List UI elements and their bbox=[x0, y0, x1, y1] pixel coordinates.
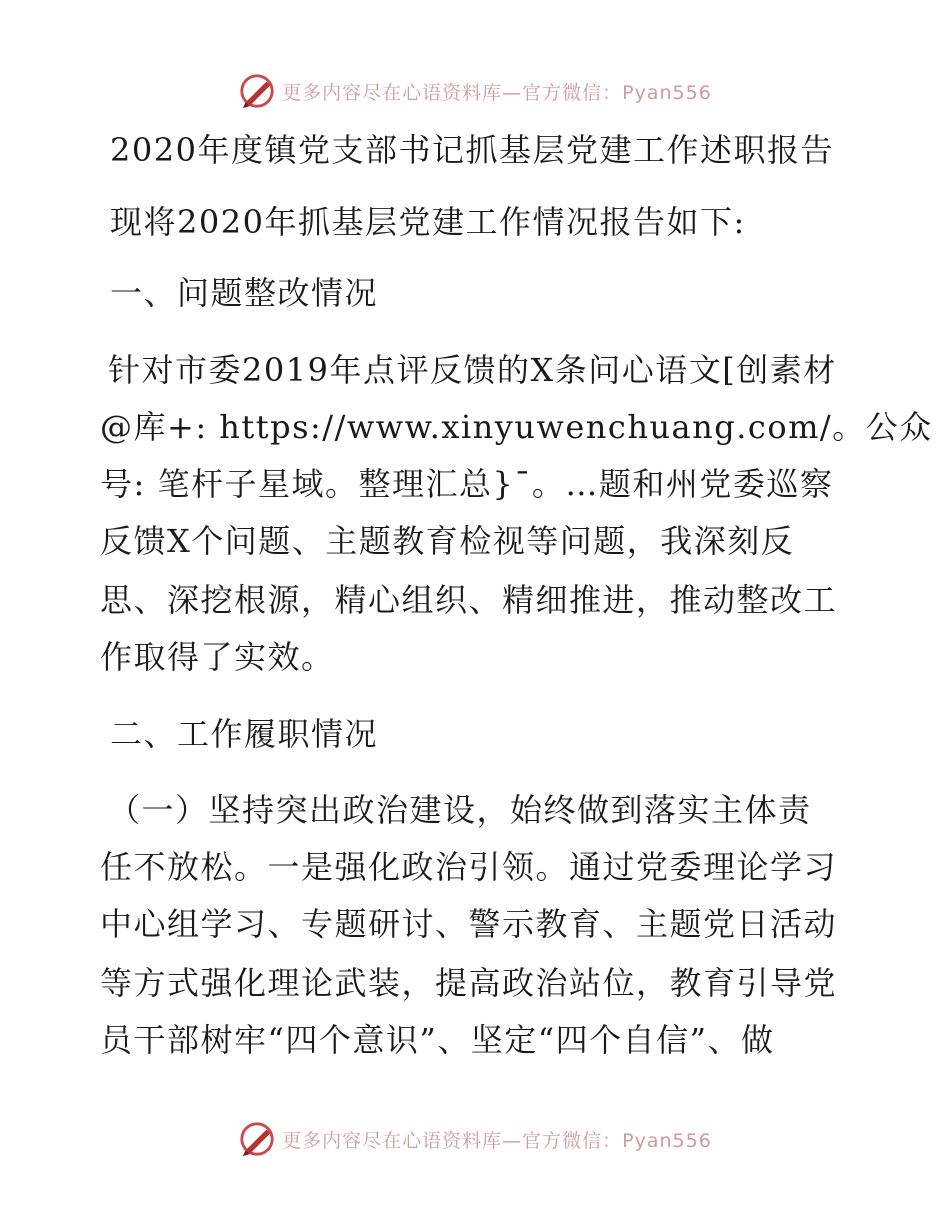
document-title: 2020年度镇党支部书记抓基层党建工作述职报告 bbox=[110, 131, 834, 169]
watermark-text: 更多内容尽在心语资料库—官方微信：Pyan556 bbox=[282, 1129, 712, 1152]
watermark-banner-bottom bbox=[0, 1120, 950, 1158]
paragraph-1-line: 反馈X个问题、主题教育检视等问题，我深刻反 bbox=[100, 522, 795, 560]
pen-logo-icon bbox=[238, 72, 276, 110]
section-heading-1: 一、问题整改情况 bbox=[110, 274, 379, 312]
paragraph-1-line: @库+: https://www.xinyuwenchuang.com/。公众 bbox=[100, 408, 933, 446]
paragraph-1-line: 针对市委2019年点评反馈的X条问心语文[创素材 bbox=[108, 351, 837, 389]
watermark-text: 更多内容尽在心语资料库—官方微信：Pyan556 bbox=[282, 81, 712, 104]
paragraph-1-line: 作取得了实效。 bbox=[100, 638, 335, 676]
paragraph-2-line: 员干部树牢“四个意识”、坚定“四个自信”、做 bbox=[100, 1021, 775, 1059]
paragraph-2-line: 中心组学习、专题研讨、警示教育、主题党日活动 bbox=[100, 905, 838, 943]
intro-line: 现将2020年抓基层党建工作情况报告如下: bbox=[110, 203, 746, 241]
pen-logo-icon bbox=[238, 1120, 276, 1158]
paragraph-2-line: （一）坚持突出政治建设，始终做到落实主体责 bbox=[108, 791, 812, 829]
watermark-banner-top bbox=[0, 72, 950, 110]
paragraph-2-line: 任不放松。一是强化政治引领。通过党委理论学习 bbox=[100, 848, 838, 886]
paragraph-1-line: 思、深挖根源，精心组织、精细推进，推动整改工 bbox=[100, 581, 838, 619]
paragraph-2-line: 等方式强化理论武装，提高政治站位，教育引导党 bbox=[100, 964, 838, 1002]
section-heading-2: 二、工作履职情况 bbox=[110, 715, 379, 753]
paragraph-1-line: 号: 笔杆子星域。整理汇总}¯。…题和州党委巡察 bbox=[100, 465, 834, 503]
